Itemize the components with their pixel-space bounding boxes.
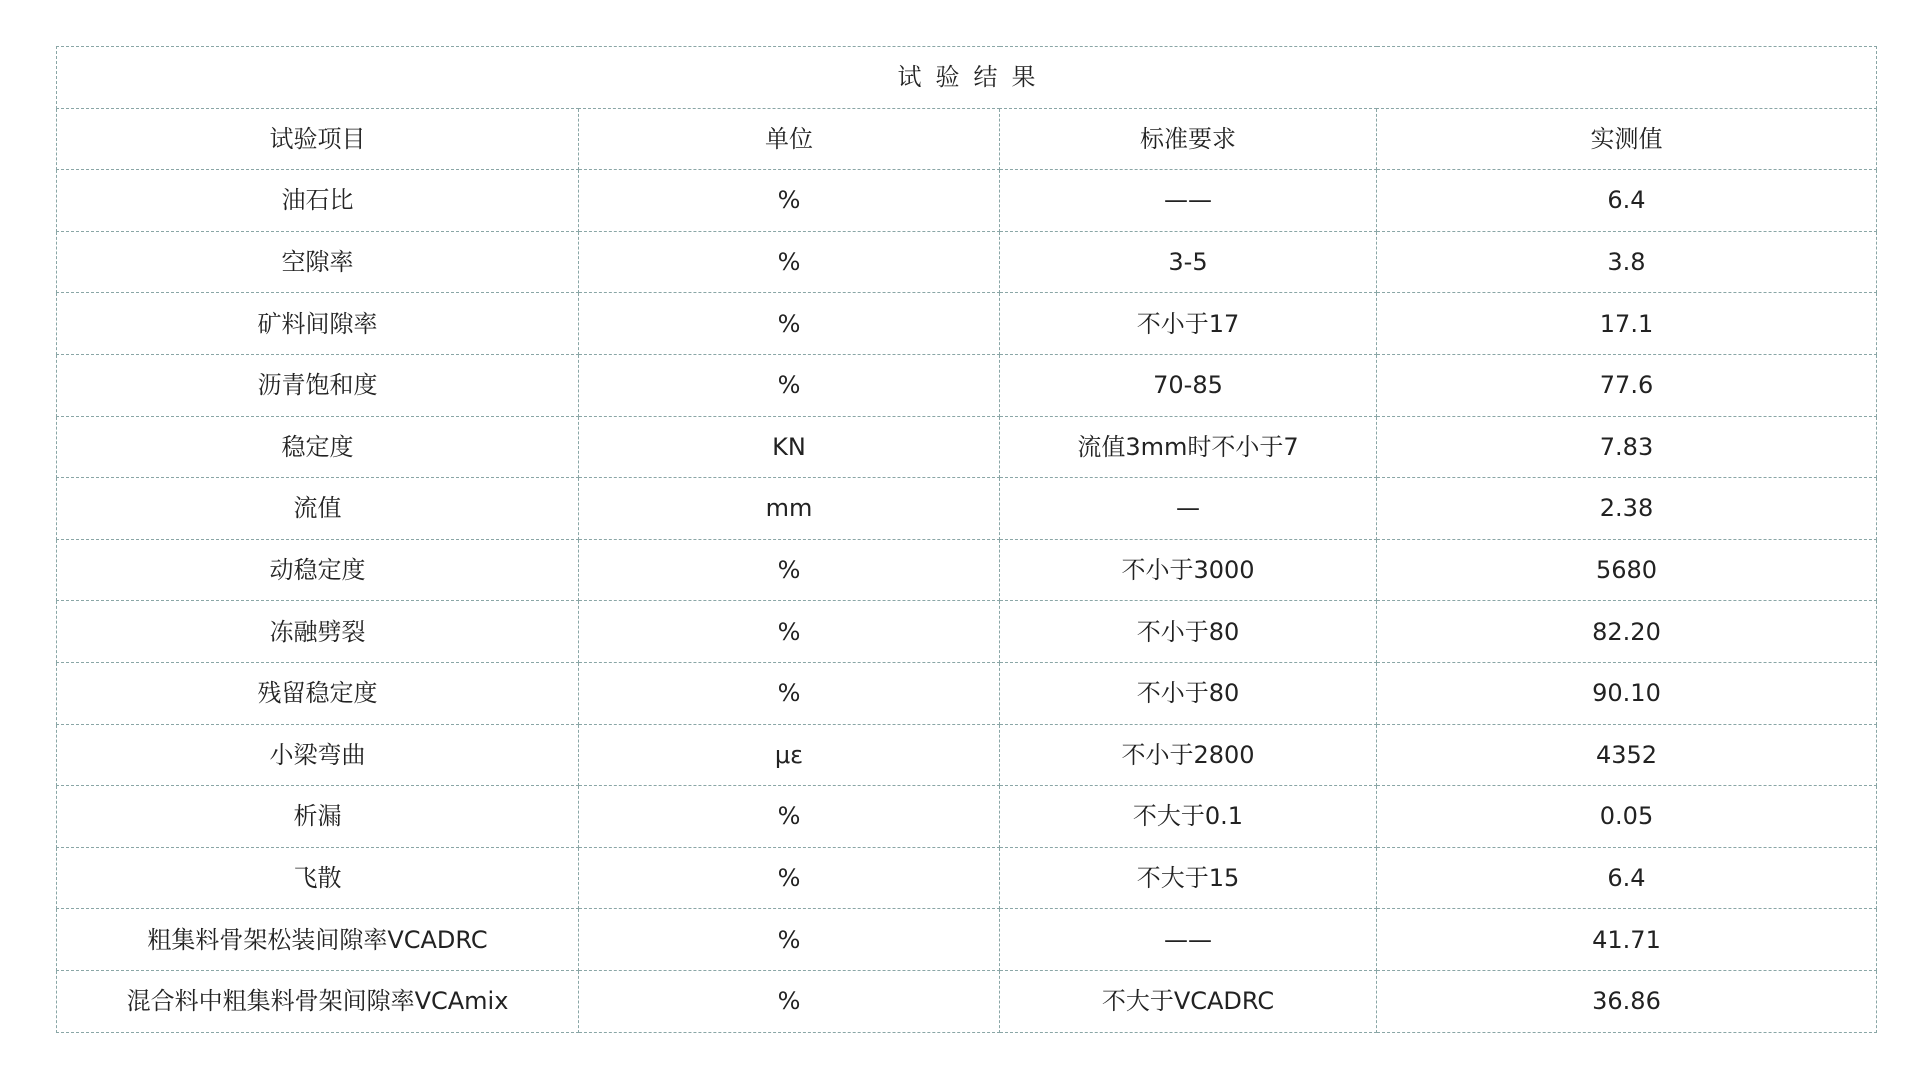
cell-measured-value: 0.05 bbox=[1377, 786, 1877, 848]
cell-unit: % bbox=[579, 662, 1000, 724]
cell-standard-requirement: 不小于2800 bbox=[1000, 724, 1377, 786]
cell-measured-value: 90.10 bbox=[1377, 662, 1877, 724]
cell-measured-value: 5680 bbox=[1377, 539, 1877, 601]
cell-standard-requirement: 不小于3000 bbox=[1000, 539, 1377, 601]
cell-measured-value: 36.86 bbox=[1377, 970, 1877, 1032]
cell-unit: % bbox=[579, 601, 1000, 663]
cell-standard-requirement: 70-85 bbox=[1000, 354, 1377, 416]
cell-unit: % bbox=[579, 539, 1000, 601]
cell-test-item: 沥青饱和度 bbox=[57, 354, 579, 416]
cell-test-item: 残留稳定度 bbox=[57, 662, 579, 724]
cell-measured-value: 17.1 bbox=[1377, 293, 1877, 355]
test-results-table bbox=[56, 46, 1877, 1033]
cell-standard-requirement: — bbox=[1000, 478, 1377, 540]
cell-test-item: 油石比 bbox=[57, 170, 579, 232]
cell-test-item: 冻融劈裂 bbox=[57, 601, 579, 663]
table-row bbox=[57, 909, 1877, 971]
cell-measured-value: 4352 bbox=[1377, 724, 1877, 786]
table-row bbox=[57, 478, 1877, 540]
header-measured-value: 实测值 bbox=[1377, 108, 1877, 170]
cell-measured-value: 6.4 bbox=[1377, 170, 1877, 232]
cell-measured-value: 6.4 bbox=[1377, 847, 1877, 909]
cell-test-item: 矿料间隙率 bbox=[57, 293, 579, 355]
cell-standard-requirement: 不小于80 bbox=[1000, 601, 1377, 663]
table-row bbox=[57, 231, 1877, 293]
cell-unit: με bbox=[579, 724, 1000, 786]
cell-unit: % bbox=[579, 293, 1000, 355]
cell-measured-value: 7.83 bbox=[1377, 416, 1877, 478]
cell-unit: mm bbox=[579, 478, 1000, 540]
table-title-row bbox=[57, 47, 1877, 109]
cell-measured-value: 3.8 bbox=[1377, 231, 1877, 293]
table-row bbox=[57, 970, 1877, 1032]
cell-measured-value: 41.71 bbox=[1377, 909, 1877, 971]
cell-standard-requirement: —— bbox=[1000, 170, 1377, 232]
cell-standard-requirement: 不大于0.1 bbox=[1000, 786, 1377, 848]
cell-unit: % bbox=[579, 909, 1000, 971]
cell-measured-value: 2.38 bbox=[1377, 478, 1877, 540]
header-test-item: 试验项目 bbox=[57, 108, 579, 170]
table-row bbox=[57, 601, 1877, 663]
table-title: 试验结果 bbox=[57, 47, 1877, 109]
cell-test-item: 小梁弯曲 bbox=[57, 724, 579, 786]
cell-test-item: 析漏 bbox=[57, 786, 579, 848]
cell-unit: KN bbox=[579, 416, 1000, 478]
cell-unit: % bbox=[579, 786, 1000, 848]
cell-test-item: 动稳定度 bbox=[57, 539, 579, 601]
cell-unit: % bbox=[579, 170, 1000, 232]
cell-standard-requirement: 不大于VCADRC bbox=[1000, 970, 1377, 1032]
cell-test-item: 稳定度 bbox=[57, 416, 579, 478]
cell-standard-requirement: 流值3mm时不小于7 bbox=[1000, 416, 1377, 478]
table-row bbox=[57, 354, 1877, 416]
cell-unit: % bbox=[579, 847, 1000, 909]
table-row bbox=[57, 786, 1877, 848]
cell-test-item: 空隙率 bbox=[57, 231, 579, 293]
cell-unit: % bbox=[579, 231, 1000, 293]
cell-test-item: 流值 bbox=[57, 478, 579, 540]
table-row bbox=[57, 724, 1877, 786]
cell-standard-requirement: 不大于15 bbox=[1000, 847, 1377, 909]
header-standard-requirement: 标准要求 bbox=[1000, 108, 1377, 170]
cell-unit: % bbox=[579, 970, 1000, 1032]
table-row bbox=[57, 416, 1877, 478]
cell-test-item: 粗集料骨架松装间隙率VCADRC bbox=[57, 909, 579, 971]
header-unit: 单位 bbox=[579, 108, 1000, 170]
table-header-row bbox=[57, 108, 1877, 170]
cell-unit: % bbox=[579, 354, 1000, 416]
cell-test-item: 混合料中粗集料骨架间隙率VCAmix bbox=[57, 970, 579, 1032]
table-row bbox=[57, 662, 1877, 724]
cell-measured-value: 82.20 bbox=[1377, 601, 1877, 663]
cell-standard-requirement: 不小于80 bbox=[1000, 662, 1377, 724]
table-row bbox=[57, 293, 1877, 355]
cell-test-item: 飞散 bbox=[57, 847, 579, 909]
table-row bbox=[57, 170, 1877, 232]
cell-standard-requirement: —— bbox=[1000, 909, 1377, 971]
cell-standard-requirement: 3-5 bbox=[1000, 231, 1377, 293]
table-row bbox=[57, 539, 1877, 601]
cell-measured-value: 77.6 bbox=[1377, 354, 1877, 416]
table-row bbox=[57, 847, 1877, 909]
cell-standard-requirement: 不小于17 bbox=[1000, 293, 1377, 355]
